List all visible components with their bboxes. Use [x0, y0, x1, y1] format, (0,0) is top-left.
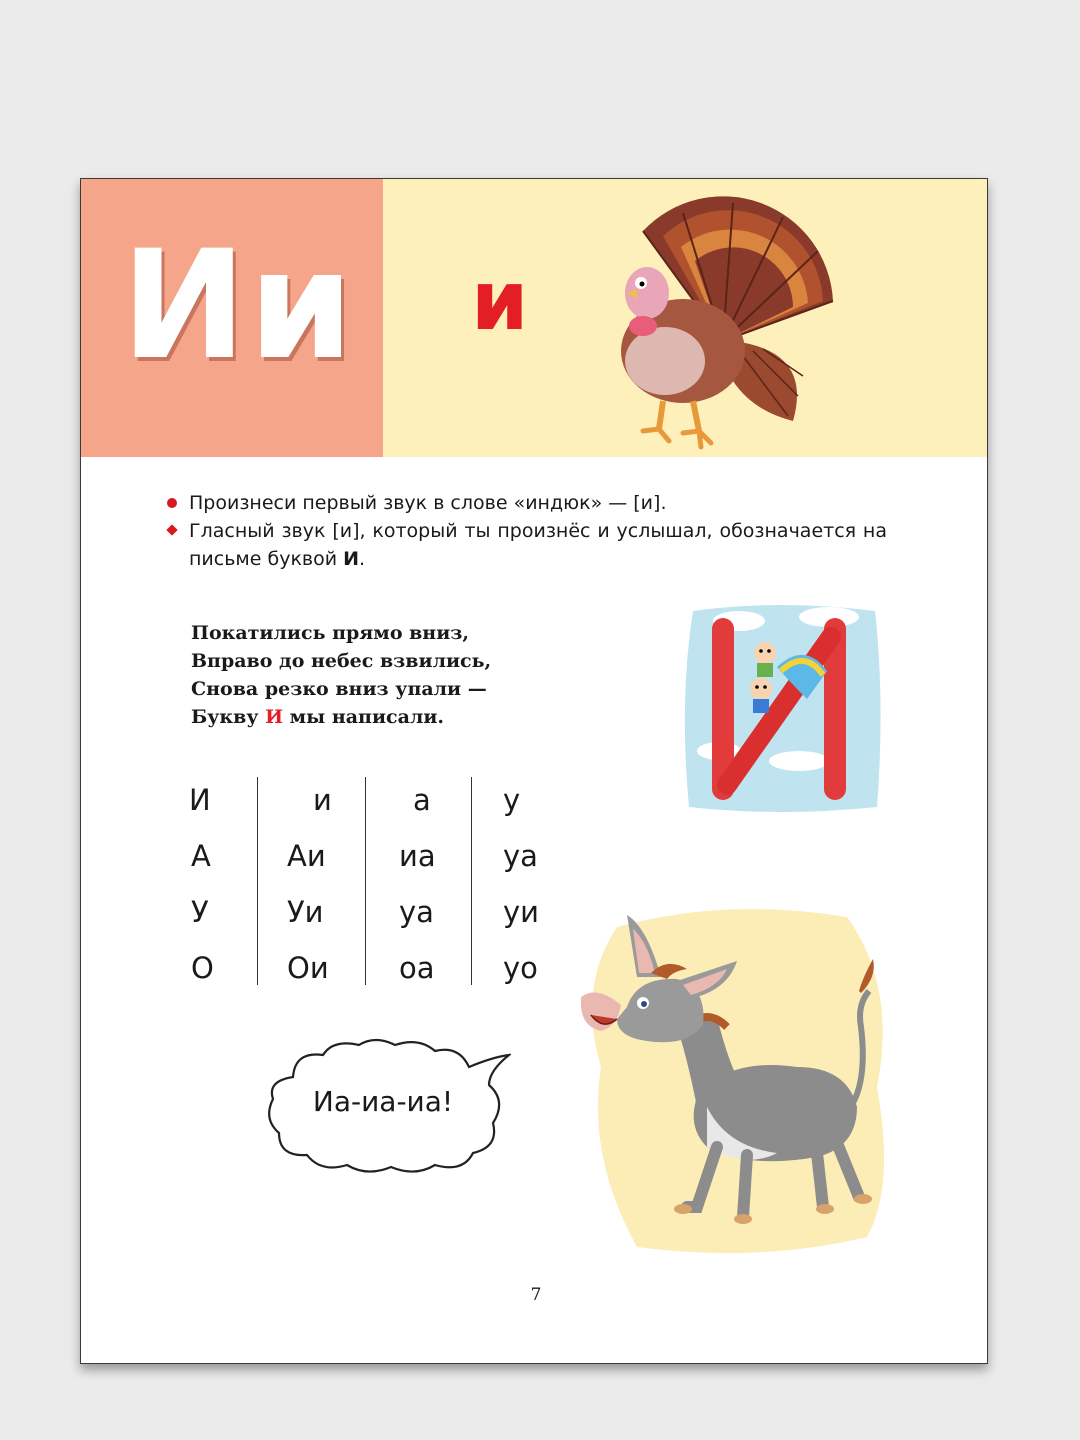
- syllable-cell: иа: [399, 839, 436, 873]
- syllable-table: [177, 777, 577, 989]
- syllable-cell: А: [191, 839, 211, 873]
- instruction-text-2: Гласный звук [и], который ты произнёс и услышал, обозначается на письме буквой: [189, 520, 887, 570]
- turkey-illustration: [603, 191, 843, 453]
- instruction-text-1: Произнеси первый звук в слове «индюк» — [и].: [189, 492, 667, 514]
- book-page: [80, 178, 988, 1364]
- syllable-cell: уа: [399, 895, 434, 929]
- diamond-bullet-icon: [166, 524, 177, 535]
- instruction-line-2: [167, 517, 887, 573]
- syllable-cell: Уи: [287, 895, 324, 929]
- donkey-illustration: [577, 907, 895, 1257]
- poem-line-1: Покатились прямо вниз,: [191, 622, 470, 644]
- syllable-cell: уи: [503, 895, 540, 929]
- syllable-cell: Аи: [287, 839, 326, 873]
- poem-line-4-end: мы написали.: [283, 706, 445, 728]
- speech-bubble-text: Иа-иа-иа!: [312, 1085, 454, 1118]
- syllable-cell: уа: [503, 839, 538, 873]
- syllable-cell: уо: [503, 951, 538, 985]
- small-red-letter: и: [471, 254, 529, 349]
- syllable-cell: О: [191, 951, 214, 985]
- instruction-period: .: [359, 548, 366, 570]
- syllable-cell: Ои: [287, 951, 329, 985]
- poem-line-3: Снова резко вниз упали —: [191, 678, 487, 700]
- syllable-cell: а: [413, 783, 431, 817]
- poem-line-4: [191, 703, 491, 731]
- round-bullet-icon: [167, 498, 177, 508]
- page-number: 7: [530, 1285, 542, 1305]
- syllable-cell: оа: [399, 951, 435, 985]
- syllable-cell: У: [191, 895, 209, 929]
- poem-line-4-start: Букву: [191, 706, 266, 728]
- syllable-cell: И: [189, 783, 211, 817]
- syllable-cell: у: [503, 783, 521, 817]
- big-letter-pair: Ии: [121, 219, 356, 393]
- syllable-cell: и: [313, 783, 332, 817]
- instructions-block: [167, 489, 887, 573]
- instruction-bold-letter: И: [343, 548, 360, 570]
- letter-card-illustration: [679, 601, 885, 817]
- poem-red-letter: И: [265, 706, 284, 728]
- poem: [191, 619, 491, 731]
- poem-line-2: Вправо до небес взвились,: [191, 650, 492, 672]
- instruction-line-1: [167, 489, 887, 517]
